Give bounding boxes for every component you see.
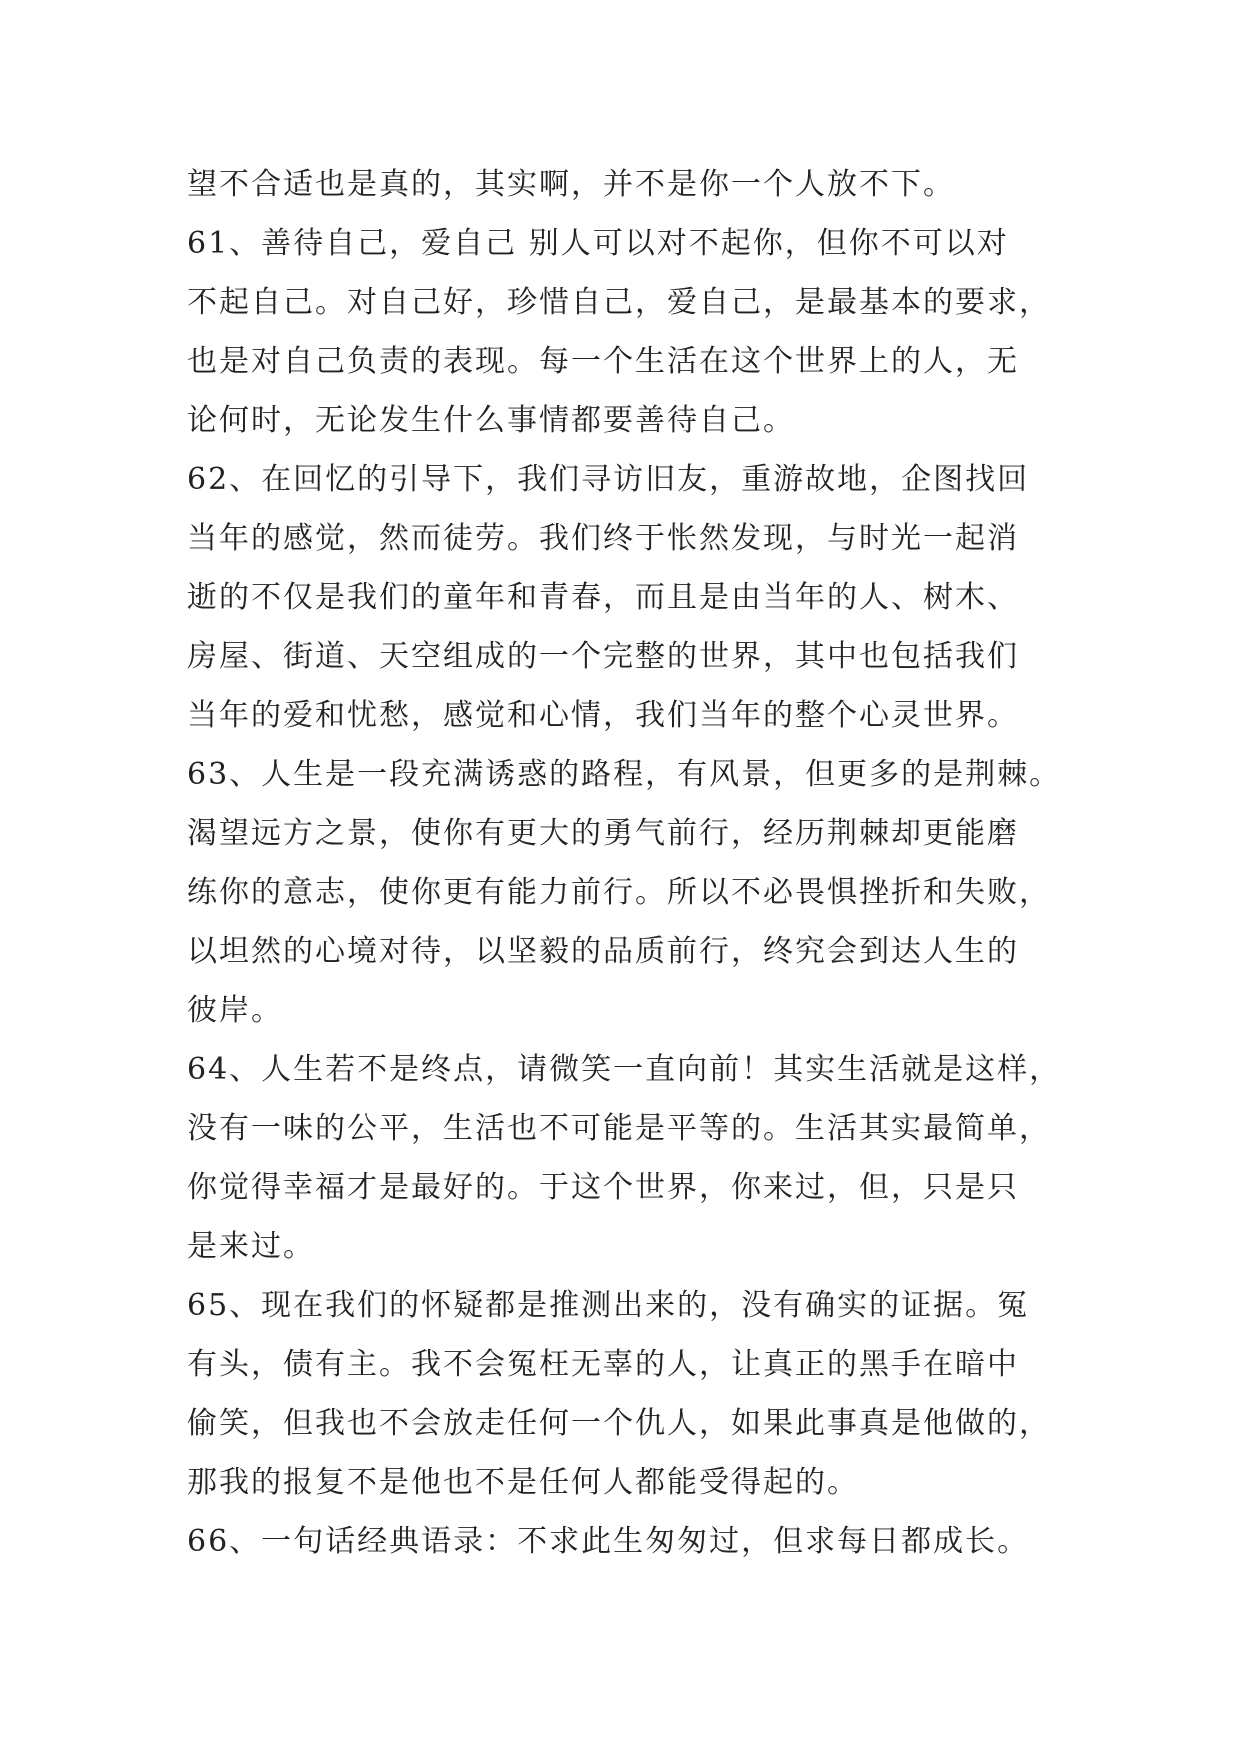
text-line: 彼岸。 bbox=[187, 993, 283, 1028]
text-line: 论何时，无论发生什么事情都要善待自己。 bbox=[187, 403, 795, 438]
text-line: 65、现在我们的怀疑都是推测出来的，没有确实的证据。冤 bbox=[187, 1288, 1030, 1323]
text-line: 望不合适也是真的，其实啊，并不是你一个人放不下。 bbox=[187, 167, 955, 202]
text-line: 不起自己。对自己好，珍惜自己，爱自己，是最基本的要求， bbox=[187, 285, 1051, 320]
text-line: 是来过。 bbox=[187, 1229, 315, 1264]
text-line: 当年的感觉，然而徒劳。我们终于怅然发现，与时光一起消 bbox=[187, 521, 1019, 556]
text-line: 逝的不仅是我们的童年和青春，而且是由当年的人、树木、 bbox=[187, 580, 1019, 615]
text-line: 偷笑，但我也不会放走任何一个仇人，如果此事真是他做的， bbox=[187, 1406, 1051, 1441]
text-line: 64、人生若不是终点，请微笑一直向前！其实生活就是这样， bbox=[187, 1052, 1062, 1087]
text-line: 你觉得幸福才是最好的。于这个世界，你来过，但，只是只 bbox=[187, 1170, 1019, 1205]
text-line: 62、在回忆的引导下，我们寻访旧友，重游故地，企图找回 bbox=[187, 462, 1030, 497]
text-line: 当年的爱和忧愁，感觉和心情，我们当年的整个心灵世界。 bbox=[187, 698, 1019, 733]
text-line: 没有一味的公平，生活也不可能是平等的。生活其实最简单， bbox=[187, 1111, 1051, 1146]
text-line: 有头，债有主。我不会冤枉无辜的人，让真正的黑手在暗中 bbox=[187, 1347, 1019, 1382]
text-line: 渴望远方之景，使你有更大的勇气前行，经历荆棘却更能磨 bbox=[187, 816, 1019, 851]
text-line: 63、人生是一段充满诱惑的路程，有风景，但更多的是荆棘。 bbox=[187, 757, 1062, 792]
text-line: 66、一句话经典语录：不求此生匆匆过，但求每日都成长。 bbox=[187, 1524, 1030, 1559]
text-line: 那我的报复不是他也不是任何人都能受得起的。 bbox=[187, 1465, 859, 1500]
body-text bbox=[187, 155, 1067, 1571]
text-line: 61、善待自己，爱自己 别人可以对不起你，但你不可以对 bbox=[187, 226, 1009, 261]
text-line: 房屋、街道、天空组成的一个完整的世界，其中也包括我们 bbox=[187, 639, 1019, 674]
text-line: 也是对自己负责的表现。每一个生活在这个世界上的人，无 bbox=[187, 344, 1019, 379]
text-line: 练你的意志，使你更有能力前行。所以不必畏惧挫折和失败， bbox=[187, 875, 1051, 910]
text-line: 以坦然的心境对待，以坚毅的品质前行，终究会到达人生的 bbox=[187, 934, 1019, 969]
